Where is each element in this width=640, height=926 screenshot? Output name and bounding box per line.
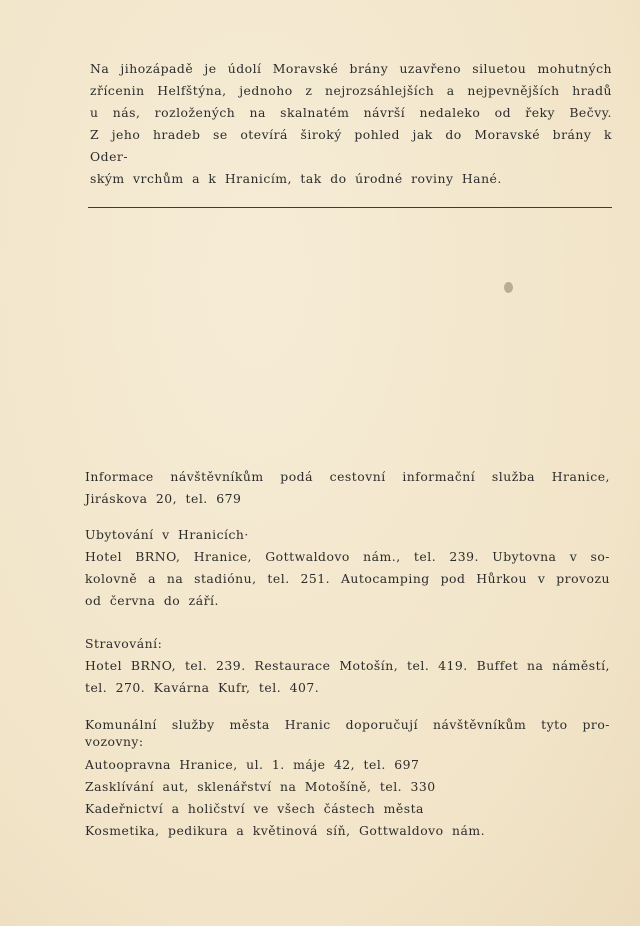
intro-line: Z jeho hradeb se otevírá široký pohled jak do Moravské brány k Oder- xyxy=(90,127,612,164)
info-line: Informace návštěvníkům podá cestovní informační služba Hranice, xyxy=(85,469,610,484)
horizontal-divider xyxy=(88,207,612,208)
dining-line: Hotel BRNO, tel. 239. Restaurace Motošín, tel. 419. Buffet na náměstí, xyxy=(85,658,610,673)
lodging-line: od června do září. xyxy=(85,593,219,608)
intro-line: ským vrchům a k Hranicím, tak do úrodné roviny Hané. xyxy=(90,171,502,186)
service-item: Zasklívání aut, sklenářství na Motošíně, tel. 330 xyxy=(85,779,436,794)
intro-line: u nás, rozložených na skalnatém návrší nedaleko od řeky Bečvy. xyxy=(90,105,612,120)
dining-section xyxy=(85,633,610,699)
dining-heading: Stravování: xyxy=(85,636,163,651)
service-item: Kosmetika, pedikura a květinová síň, Gottwaldovo nám. xyxy=(85,823,486,838)
paper-speck xyxy=(504,282,513,293)
lodging-line: kolovně a na stadiónu, tel. 251. Autocamping pod Hůrkou v provozu xyxy=(85,571,610,586)
info-line: Jiráskova 20, tel. 679 xyxy=(85,491,242,506)
services-section xyxy=(85,716,610,842)
dining-line: tel. 270. Kavárna Kufr, tel. 407. xyxy=(85,680,320,695)
services-heading: vozovny: xyxy=(85,734,144,749)
intro-line: zřícenin Helfštýna, jednoho z nejrozsáhlejších a nejpevnějších hradů xyxy=(90,83,612,98)
lodging-line: Hotel BRNO, Hranice, Gottwaldovo nám., tel. 239. Ubytovna v so- xyxy=(85,549,610,564)
intro-paragraph xyxy=(90,58,612,190)
lodging-section xyxy=(85,524,610,612)
intro-line: Na jihozápadě je údolí Moravské brány uzavřeno siluetou mohutných xyxy=(90,61,612,76)
service-item: Autoopravna Hranice, ul. 1. máje 42, tel. 697 xyxy=(85,757,420,772)
services-heading: Komunální služby města Hranic doporučují návštěvníkům tyto pro- xyxy=(85,717,610,732)
info-section xyxy=(85,466,610,510)
lodging-heading: Ubytování v Hranicích· xyxy=(85,527,249,542)
service-item: Kadeřnictví a holičství ve všech částech města xyxy=(85,801,424,816)
